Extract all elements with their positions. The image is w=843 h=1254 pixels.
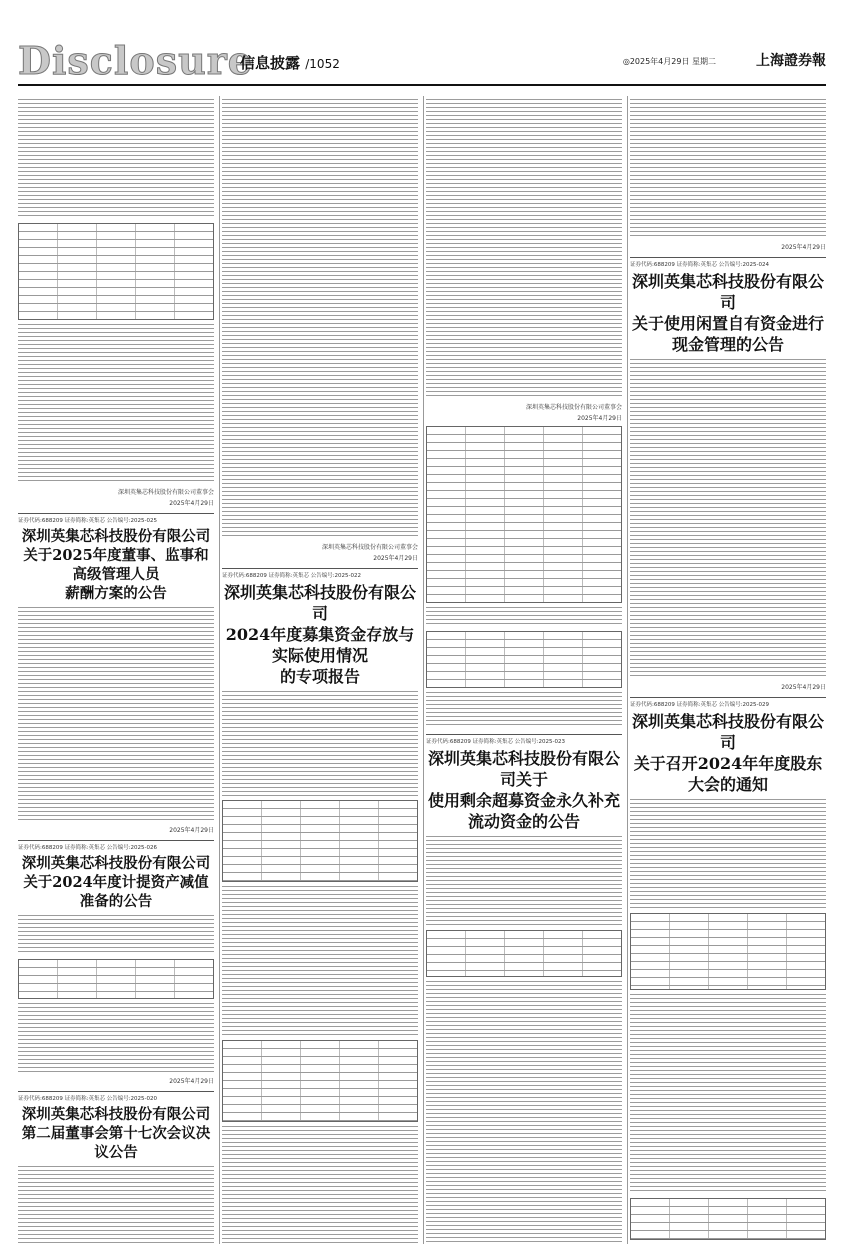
- announcement-code: 证券代码:688209 证券简称:英集芯 公告编号:2025-024: [630, 257, 826, 268]
- body-text: [630, 359, 826, 679]
- body-text: [222, 691, 418, 796]
- announcement-code: 证券代码:688209 证券简称:英集芯 公告编号:2025-022: [222, 568, 418, 579]
- body-text: [630, 99, 826, 239]
- body-text: [18, 1166, 214, 1244]
- column-divider: [627, 96, 628, 1244]
- signature: 深圳英集芯科技股份有限公司董事会: [525, 404, 622, 411]
- article-headline: 深圳英集芯科技股份有限公司 关于2024年度计提资产减值准备的公告: [21, 855, 211, 910]
- body-text: [630, 799, 826, 909]
- newspaper-name: 上海證券報: [756, 53, 826, 69]
- announcement-code: 证券代码:688209 证券简称:英集芯 公告编号:2025-026: [18, 840, 214, 851]
- article-headline: 深圳英集芯科技股份有限公司 关于使用闲置自有资金进行现金管理的公告: [631, 272, 824, 354]
- article-headline: 深圳英集芯科技股份有限公司 2024年度募集资金存放与实际使用情况 的专项报告: [223, 583, 416, 686]
- data-table: [222, 1040, 418, 1122]
- article-headline: 深圳英集芯科技股份有限公司 关于2025年度董事、监事和高级管理人员 薪酬方案的公告: [21, 528, 211, 602]
- column-1: [18, 96, 214, 1244]
- body-text: [630, 994, 826, 1194]
- article-headline: 深圳英集芯科技股份有限公司 第二届董事会第十七次会议决议公告: [21, 1106, 211, 1161]
- section-title: 信息披露 /1052: [240, 54, 340, 72]
- signature-date: 2025年4月29日: [169, 500, 214, 507]
- column-divider: [423, 96, 424, 1244]
- announcement-code: 证券代码:688209 证券简称:英集芯 公告编号:2025-029: [630, 697, 826, 708]
- issue-date: ◎2025年4月29日 星期二: [622, 57, 716, 66]
- body-text: [18, 324, 214, 484]
- column-3: [426, 96, 622, 1244]
- signature-date: 2025年4月29日: [781, 244, 826, 251]
- announcement-code: 证券代码:688209 证券简称:英集芯 公告编号:2025-023: [426, 734, 622, 745]
- signature: 深圳英集芯科技股份有限公司董事会: [321, 544, 418, 551]
- data-table: [426, 930, 622, 977]
- body-text: [18, 915, 214, 955]
- data-table: [18, 223, 214, 320]
- column-divider: [219, 96, 220, 1244]
- signature-date: 2025年4月29日: [373, 555, 418, 562]
- brand-logo: Disclosure: [18, 38, 253, 83]
- column-2: [222, 96, 418, 1244]
- article-headline: 深圳英集芯科技股份有限公司 关于召开2024年年度股东大会的通知: [631, 712, 824, 794]
- page-number: /1052: [305, 57, 340, 71]
- data-table: [630, 913, 826, 990]
- data-table: [426, 631, 622, 688]
- signature-date: 2025年4月29日: [169, 827, 214, 834]
- column-4: [630, 96, 826, 1244]
- announcement-code: 证券代码:688209 证券简称:英集芯 公告编号:2025-020: [18, 1091, 214, 1102]
- signature-date: 2025年4月29日: [577, 415, 622, 422]
- masthead: [18, 40, 826, 86]
- body-text: [18, 607, 214, 822]
- body-text: [18, 99, 214, 219]
- article-headline: 深圳英集芯科技股份有限公司关于 使用剩余超募资金永久补充流动资金的公告: [427, 749, 620, 831]
- body-text: [222, 886, 418, 1036]
- body-text: [222, 99, 418, 539]
- body-text: [18, 1003, 214, 1073]
- body-text: [426, 692, 622, 728]
- body-text: [426, 836, 622, 926]
- data-table: [426, 426, 622, 603]
- data-table: [222, 800, 418, 882]
- announcement-code: 证券代码:688209 证券简称:英集芯 公告编号:2025-025: [18, 513, 214, 524]
- signature: 深圳英集芯科技股份有限公司董事会: [117, 489, 214, 496]
- body-text: [222, 1126, 418, 1244]
- body-text: [426, 607, 622, 627]
- signature-date: 2025年4月29日: [169, 1078, 214, 1085]
- body-text: [426, 981, 622, 1244]
- data-table: [18, 959, 214, 999]
- signature-date: 2025年4月29日: [781, 684, 826, 691]
- body-text: [426, 99, 622, 399]
- data-table: [630, 1198, 826, 1240]
